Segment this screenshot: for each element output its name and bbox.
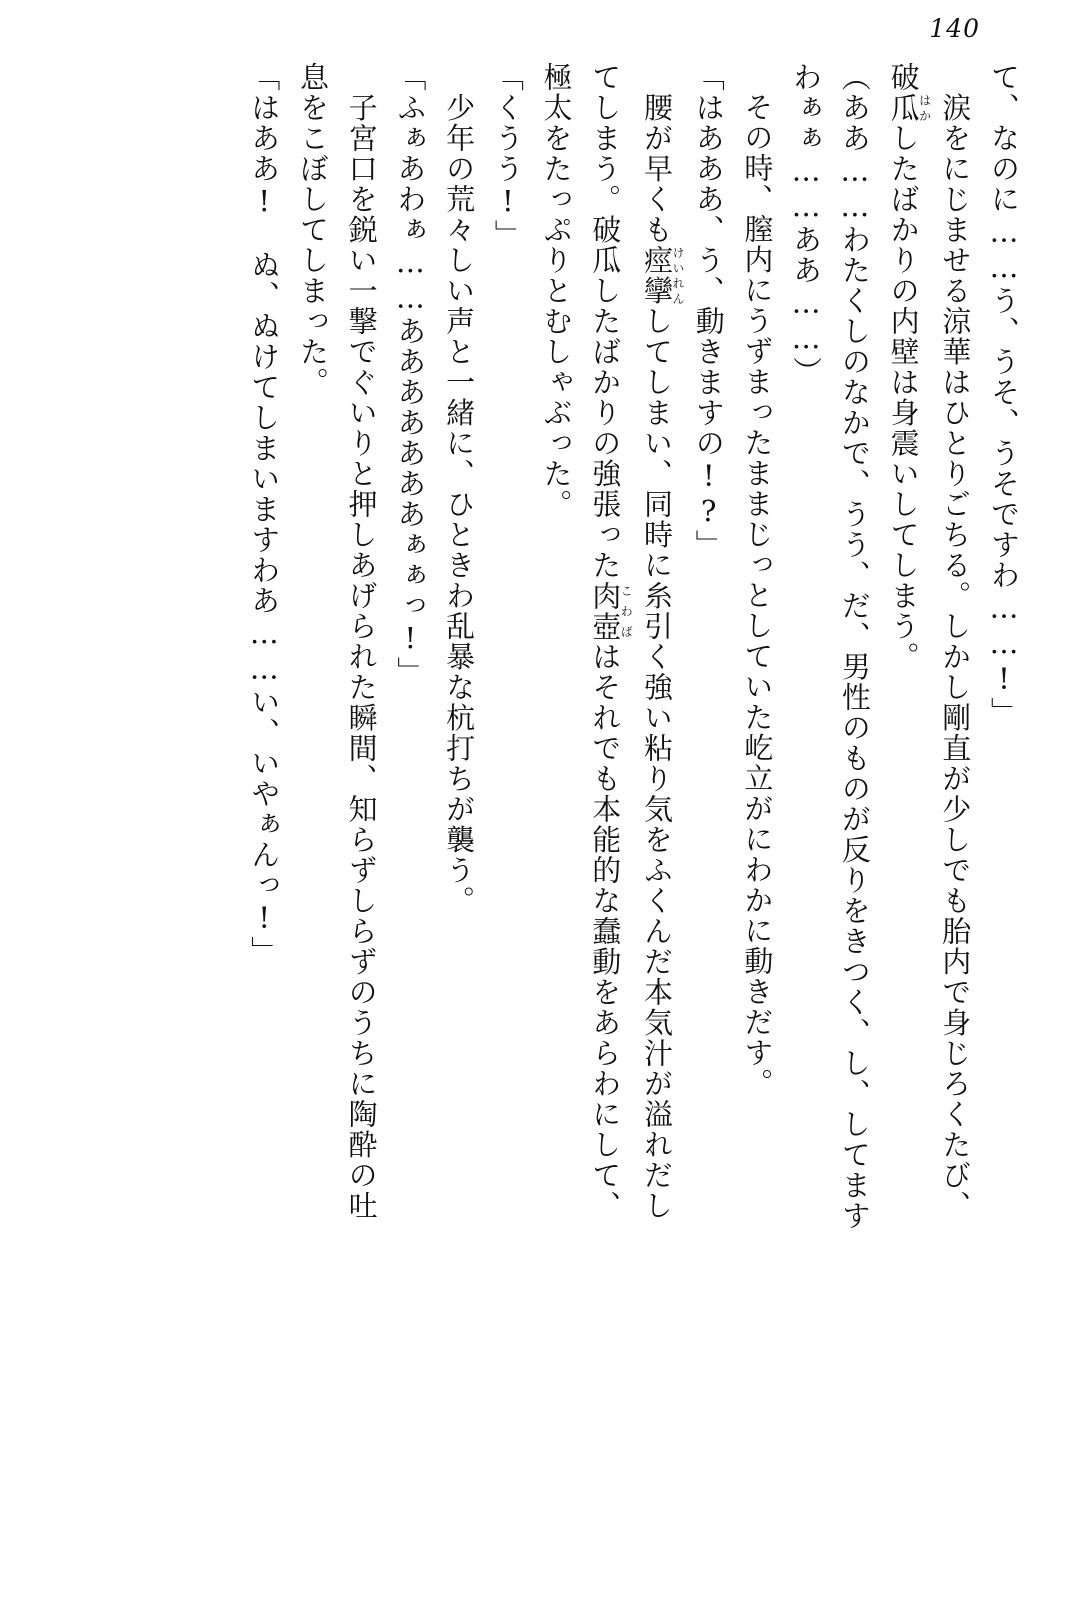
ruby-text: 肉壺こわば: [588, 580, 634, 642]
text-line: [581, 62, 633, 1560]
ruby-text: 瓜はか: [886, 92, 932, 123]
text-line: [632, 62, 684, 1560]
page-number: 140: [929, 14, 980, 43]
text-line: [830, 62, 879, 1560]
text-run: 少年の荒々しい声と一緒に、ひときわ乱暴な杭打ちが襲う。: [442, 62, 477, 916]
text-line: [733, 62, 782, 1560]
text-run: 「はああ! ぬ、ぬけてしまいますわあ……い、いやぁんっ!」: [247, 62, 282, 967]
text-run: はそれでも本能的な蠢動をあらわにして、: [588, 641, 623, 1221]
text-line: [288, 62, 337, 1560]
text-run: 破: [886, 62, 921, 93]
ruby-annotation: はか: [917, 92, 932, 123]
text-run: 腰が早くも: [639, 62, 674, 245]
text-line: [483, 62, 532, 1560]
text-run: 「はあああ、う、動きますの!?」: [691, 62, 726, 560]
text-run: てしまう。破瓜したばかりの強張った: [588, 62, 623, 581]
text-line: [781, 62, 830, 1560]
ruby-text: 痙攣けいれん: [639, 245, 685, 306]
text-run: （ああ……わたくしのなかで、うう、だ、男性のものが反りをきつく、し、してます: [837, 62, 872, 1231]
text-run: て、なのに……う、うそ、うそですわ……!」: [987, 62, 1021, 728]
ruby-annotation: けいれん: [670, 245, 685, 306]
text-run: 「くうう!」: [490, 62, 525, 250]
text-run: したばかりの内壁は身震いしてしまう。: [886, 123, 921, 672]
text-line: [337, 62, 386, 1560]
text-run: してしまい、同時に糸引く強い粘り気をふくんだ本気汁が溢れだし: [639, 306, 674, 1221]
text-run: 涙をにじませる涼華はひとりごちる。しかし剛直が少しでも胎内で身じろくたび、: [938, 62, 973, 1221]
text-run: わぁぁ……ああ……）: [789, 62, 824, 387]
text-line: [434, 62, 483, 1560]
text-line: [979, 62, 1028, 1560]
body-text: [40, 62, 1028, 1560]
text-line: [386, 62, 435, 1560]
text-line: [879, 62, 931, 1560]
text-line: [931, 62, 980, 1560]
text-run: 極太をたっぷりとむしゃぶった。: [539, 62, 574, 520]
text-line: [532, 62, 581, 1560]
ruby-annotation: こわば: [619, 580, 634, 642]
text-run: 息をこぼしてしまった。: [295, 62, 330, 398]
text-line: [240, 62, 289, 1560]
text-line: [684, 62, 733, 1560]
text-run: 「ふぁあわぁ……あああああああぁぁっ!」: [393, 62, 428, 687]
text-run: 子宮口を鋭い一撃でぐいりと押しあげられた瞬間、知らずしらずのうちに陶酔の吐: [344, 62, 379, 1221]
text-run: その時、膣内にうずまったままじっとしていた屹立がにわかに動きだす。: [740, 92, 775, 1099]
